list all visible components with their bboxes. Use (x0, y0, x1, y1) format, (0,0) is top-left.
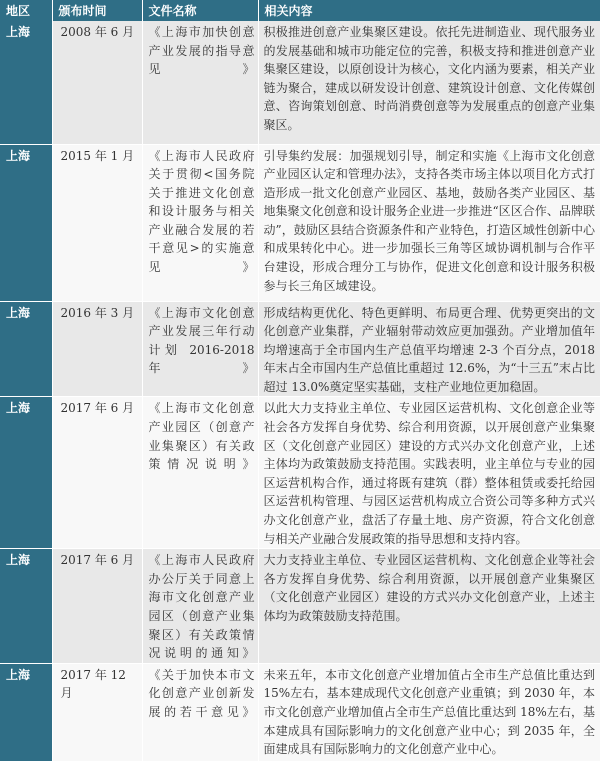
region-cell: 上海 (0, 301, 52, 397)
document-name-cell: 《上海市文化创意产业园区（创意产业集聚区）有关政策情况说明》 (142, 397, 258, 549)
header-region: 地区 (0, 0, 52, 21)
content-cell: 未来五年，本市文化创意产业增加值占全市生产总值比重达到 15%左右，基本建成现代文化创意产业重镇；到 2030 年，本市文化创意产业增加值占全市生产总值比重达到 18%左右，基本建成具有国际影响力的文化创意产业中心；到 2035 年，全面建成具有国际影响力的文化创意产业中心。 (258, 663, 600, 761)
document-name-cell: 《上海市加快创意产业发展的指导意见》 (142, 21, 258, 144)
region-cell: 上海 (0, 144, 52, 301)
document-name-cell: 《上海市人民政府办公厅关于同意上海市文化创意产业园区（创意产业集聚区）有关政策情况说明的通知》 (142, 549, 258, 664)
table-row (0, 301, 600, 397)
region-cell: 上海 (0, 397, 52, 549)
content-cell: 以此大力支持业主单位、专业园区运营机构、文化创意企业等社会各方发挥自身优势、综合利用资源，以开展创意产业集聚区（文化创意产业园区）建设的方式兴办文化创意产业，上述主体均为政策鼓励支持范围。实践表明，业主单位与专业的园区运营机构合作，通过将既有建筑（群）整体租赁或委托给园区运营机构管理、与园区运营机构成立合资公司等多种方式兴办文化创意产业，盘活了存量土地、房产资源，符合文化创意与相关产业融合发展政策的指导思想和支持内容。 (258, 397, 600, 549)
document-name-cell: 《上海市文化创意产业发展三年行动计划 2016-2018 年》 (142, 301, 258, 397)
date-cell: 2017 年 6 月 (52, 549, 142, 664)
table-row (0, 144, 600, 301)
document-name-cell: 《上海市人民政府关于贯彻<国务院关于推进文化创意和设计服务与相关产业融合发展的若干意见>的实施意见》 (142, 144, 258, 301)
region-cell: 上海 (0, 549, 52, 664)
content-cell: 引导集约发展：加强规划引导，制定和实施《上海市文化创意产业园区认定和管理办法》，支持各类市场主体以项目化方式打造形成一批文化创意产业园区、基地，鼓励各类产业园区、基地集聚文化创意和设计服务企业进一步推进“区区合作、品牌联动”，鼓励区县结合资源条件和产业特色，打造区域性创新中心和成果转化中心。进一步加强长三角等区域协调机制与合作平台建设，形成合理分工与协作，促进文化创意和设计服务积极参与长三角区域建设。 (258, 144, 600, 301)
date-cell: 2008 年 6 月 (52, 21, 142, 144)
header-date: 颁布时间 (52, 0, 142, 21)
table-row (0, 549, 600, 664)
table-row (0, 397, 600, 549)
content-cell: 形成结构更优化、特色更鲜明、布局更合理、优势更突出的文化创意产业集群，产业辐射带动效应更加强劲。产业增加值年均增速高于全市国内生产总值平均增速 2-3 个百分点，2018 年末占全市国内生产总值比重超过 12.6%，为“十三五”末占比超过 13.0%奠定坚实基础，支柱产业地位更加稳固。 (258, 301, 600, 397)
date-cell: 2017 年 6 月 (52, 397, 142, 549)
date-cell: 2016 年 3 月 (52, 301, 142, 397)
region-cell: 上海 (0, 21, 52, 144)
table-row (0, 663, 600, 761)
date-cell: 2017 年 12 月 (52, 663, 142, 761)
table-header-row (0, 0, 600, 21)
content-cell: 大力支持业主单位、专业园区运营机构、文化创意企业等社会各方发挥自身优势、综合利用资源，以开展创意产业集聚区（文化创意产业园区）建设的方式兴办文化创意产业，上述主体均为政策鼓励支持范围。 (258, 549, 600, 664)
header-name: 文件名称 (142, 0, 258, 21)
content-cell: 积极推进创意产业集聚区建设。依托先进制造业、现代服务业的发展基础和城市功能定位的完善，积极支持和推进创意产业集聚区建设，以原创设计为核心，文化内涵为要素，相关产业链为聚合，建成以研发设计创意、建筑设计创意、文化传媒创意、咨询策划创意、时尚消费创意等为发展重点的创意产业集聚区。 (258, 21, 600, 144)
region-cell: 上海 (0, 663, 52, 761)
table-row (0, 21, 600, 144)
header-content: 相关内容 (258, 0, 600, 21)
date-cell: 2015 年 1 月 (52, 144, 142, 301)
document-name-cell: 《关于加快本市文化创意产业创新发展的若干意见》 (142, 663, 258, 761)
